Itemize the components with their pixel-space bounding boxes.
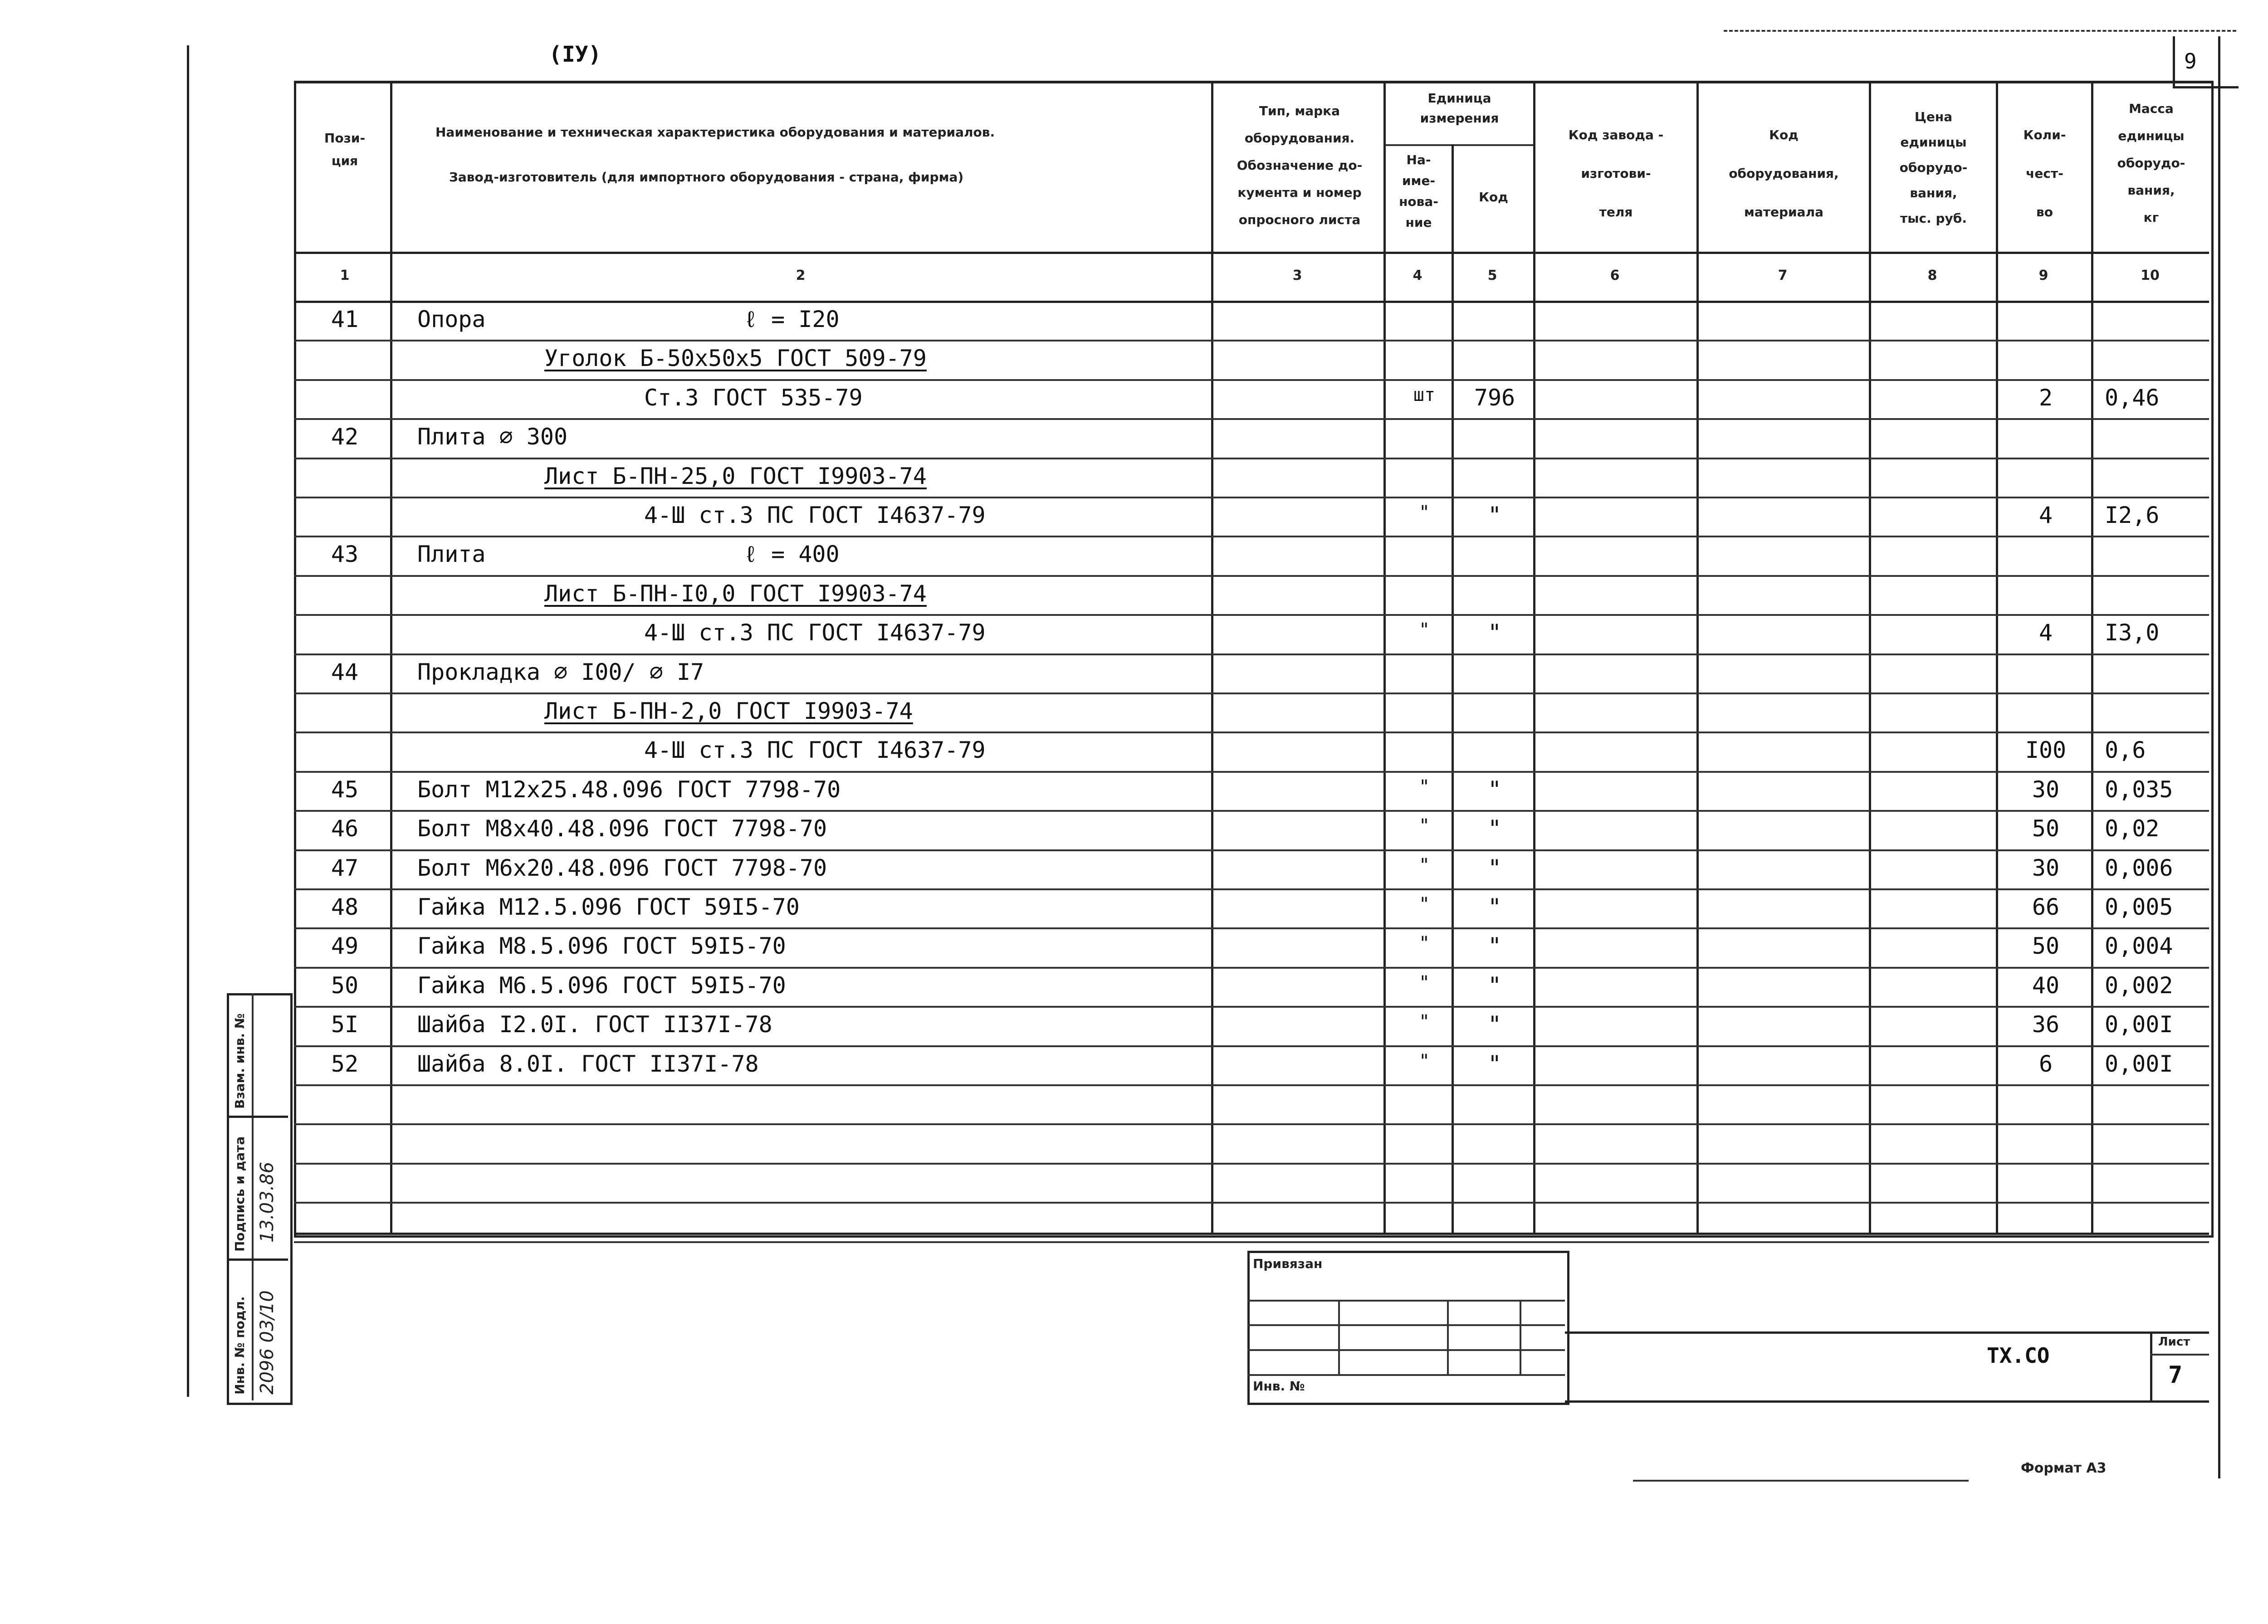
col-line-7 (1869, 81, 1871, 1233)
row-line (294, 849, 2209, 851)
col-number-9: 9 (2038, 268, 2048, 283)
row-quantity: 4 (2038, 619, 2053, 646)
row-name: Лист Б-ПН-I0,0 ГОСТ I9903-74 (544, 580, 927, 607)
row-position: 44 (331, 658, 359, 685)
attached-line-4 (1247, 1374, 1565, 1376)
row-name: Плита (417, 541, 486, 568)
header-c2-line1: Наименование и техническая характеристика оборудования и материалов. (435, 125, 995, 140)
col-line-8 (1996, 81, 1998, 1233)
row-position: 45 (331, 776, 359, 803)
doc-code-line (1565, 1331, 2209, 1334)
row-unit-code: " (1487, 894, 1502, 920)
format-label: Формат А3 (2021, 1460, 2107, 1476)
row-mass: 0,004 (2105, 933, 2173, 960)
row-position: 47 (331, 854, 359, 881)
row-line (294, 967, 2209, 969)
row-unit-code: " (1487, 972, 1502, 999)
col-number-7: 7 (1778, 268, 1788, 283)
row-line (294, 536, 2209, 537)
row-unit: " (1418, 1011, 1430, 1033)
row-position: 41 (331, 306, 359, 332)
row-name: Шайба I2.0I. ГОСТ II37I-78 (417, 1011, 772, 1038)
row-unit-code: " (1487, 776, 1502, 803)
row-quantity: 2 (2038, 384, 2053, 411)
col-line-5 (1533, 81, 1535, 1233)
row-mass: 0,005 (2105, 894, 2173, 920)
row-mass: 0,00I (2105, 1050, 2173, 1077)
col-line-6 (1696, 81, 1699, 1233)
row-length: ℓ = 400 (744, 541, 840, 568)
side-stamp-divider (252, 993, 254, 1400)
side-inv-orig: Инв. № подл. (232, 1296, 247, 1395)
attached-vline-2 (1447, 1300, 1449, 1374)
page-bottom-line (1565, 1400, 2209, 1403)
doc-code: ТХ.СО (1987, 1343, 2050, 1368)
header-c8: Цена единицы оборудо- вания, тыс. руб. (1899, 109, 1968, 226)
header-c7: Код оборудования, материала (1729, 127, 1839, 219)
header-c3: Тип, марка оборудования. Обозначение до- кумента и номер опросного листа (1237, 103, 1363, 227)
table-bottom-line (294, 1233, 2209, 1235)
right-border (2218, 36, 2220, 1478)
row-mass: 0,006 (2105, 854, 2173, 881)
row-line (294, 1123, 2209, 1125)
row-quantity: 50 (2032, 815, 2060, 842)
col-number-1: 1 (340, 268, 350, 283)
attached-line-2 (1247, 1324, 1565, 1326)
row-name: Болт М6x20.48.096 ГОСТ 7798-70 (417, 854, 827, 881)
header-unit-group: Единица измерения (1420, 91, 1499, 126)
row-mass: 0,00I (2105, 1011, 2173, 1038)
section-mark: (IУ) (549, 42, 601, 67)
col-number-10: 10 (2141, 268, 2160, 283)
numbers-divider (294, 301, 2209, 303)
row-length: ℓ = I20 (744, 306, 840, 332)
row-line (294, 654, 2209, 655)
row-unit: " (1418, 502, 1430, 523)
row-name: Уголок Б-50x50x5 ГОСТ 509-79 (544, 345, 927, 372)
row-line (294, 1241, 2209, 1243)
row-line (294, 379, 2209, 381)
sheet-number-top: 9 (2184, 49, 2197, 73)
row-unit-code: " (1487, 619, 1502, 646)
row-name: Плита ∅ 300 (417, 424, 568, 450)
row-line (294, 1163, 2209, 1165)
row-quantity: 4 (2038, 502, 2053, 528)
row-name: Лист Б-ПН-25,0 ГОСТ I9903-74 (544, 463, 927, 489)
row-quantity: 66 (2032, 894, 2060, 920)
row-unit-code: " (1487, 1011, 1502, 1038)
row-unit: " (1418, 933, 1430, 954)
attached-vline-1 (1338, 1300, 1340, 1374)
row-position: 5I (331, 1011, 359, 1038)
row-mass: I3,0 (2105, 619, 2160, 646)
col-number-5: 5 (1487, 268, 1497, 283)
attached-label: Привязан (1253, 1256, 1323, 1271)
row-line (294, 1084, 2209, 1086)
row-position: 48 (331, 894, 359, 920)
side-stamp-line-2 (227, 1258, 288, 1261)
row-mass: 0,46 (2105, 384, 2160, 411)
row-mass: 0,02 (2105, 815, 2160, 842)
col-line-9 (2091, 81, 2093, 1233)
row-position: 52 (331, 1050, 359, 1077)
row-line (294, 1202, 2209, 1204)
row-line (294, 497, 2209, 498)
row-quantity: 6 (2038, 1050, 2053, 1077)
col-line-3 (1383, 81, 1386, 1233)
header-c4: На- име- нова- ние (1399, 152, 1438, 230)
row-line (294, 418, 2209, 420)
row-line (294, 732, 2209, 733)
col-number-6: 6 (1610, 268, 1620, 283)
row-line (294, 888, 2209, 890)
row-position: 49 (331, 933, 359, 960)
row-line (294, 693, 2209, 694)
row-quantity: 50 (2032, 933, 2060, 960)
row-quantity: 40 (2032, 972, 2060, 999)
row-mass: I2,6 (2105, 502, 2160, 528)
sheet-label: Лист (2158, 1335, 2190, 1349)
side-date-value: 13.03.86 (257, 1161, 278, 1243)
row-name: Шайба 8.0I. ГОСТ II37I-78 (417, 1050, 759, 1077)
col-number-8: 8 (1927, 268, 1937, 283)
row-mass: 0,035 (2105, 776, 2173, 803)
row-line (294, 810, 2209, 812)
col-line-1 (390, 81, 392, 1233)
top-dashed-line (1724, 30, 2236, 32)
row-unit-code: " (1487, 502, 1502, 528)
row-name: 4-Ш ст.3 ПС ГОСТ I4637-79 (644, 619, 986, 646)
header-c10: Масса единицы оборудо- вания, кг (2117, 101, 2185, 225)
row-line (294, 575, 2209, 577)
row-name: Прокладка ∅ I00/ ∅ I7 (417, 658, 704, 685)
row-name: 4-Ш ст.3 ПС ГОСТ I4637-79 (644, 737, 986, 764)
col-line-2 (1211, 81, 1213, 1233)
side-sign-date: Подпись и дата (232, 1136, 247, 1252)
row-unit: " (1418, 854, 1430, 876)
row-unit-code: " (1487, 854, 1502, 881)
row-quantity: 30 (2032, 776, 2060, 803)
row-line (294, 614, 2209, 616)
row-line (294, 458, 2209, 459)
row-name: Гайка М6.5.096 ГОСТ 59I5-70 (417, 972, 786, 999)
row-unit-code: 796 (1474, 384, 1515, 411)
inv-label: Инв. № (1253, 1379, 1305, 1394)
row-line (294, 1006, 2209, 1008)
row-quantity: I00 (2025, 737, 2067, 764)
header-c9: Коли- чест- во (2023, 127, 2066, 219)
row-name: Гайка М12.5.096 ГОСТ 59I5-70 (417, 894, 800, 920)
side-stamp-line-1 (227, 1116, 288, 1118)
row-position: 50 (331, 972, 359, 999)
col-number-3: 3 (1292, 268, 1302, 283)
sheet-box-line (2150, 1354, 2209, 1356)
attached-line-3 (1247, 1349, 1565, 1351)
row-line (294, 1045, 2209, 1047)
row-position: 46 (331, 815, 359, 842)
row-quantity: 30 (2032, 854, 2060, 881)
side-inv-swap: Взам. инв. № (232, 1013, 247, 1109)
row-name: Опора (417, 306, 486, 332)
row-name: Болт М12x25.48.096 ГОСТ 7798-70 (417, 776, 841, 803)
row-unit-code: " (1487, 933, 1502, 960)
row-quantity: 36 (2032, 1011, 2060, 1038)
row-name: Лист Б-ПН-2,0 ГОСТ I9903-74 (544, 698, 913, 724)
row-unit-code: " (1487, 815, 1502, 842)
row-line (294, 771, 2209, 773)
row-position: 42 (331, 424, 359, 450)
row-unit: " (1418, 972, 1430, 993)
attached-vline-3 (1520, 1300, 1521, 1374)
row-line (294, 927, 2209, 929)
row-position: 43 (331, 541, 359, 568)
header-c5: Код (1479, 190, 1508, 205)
row-unit: " (1418, 619, 1430, 641)
header-c2-line2: Завод-изготовитель (для импортного оборудования - страна, фирма) (449, 170, 964, 185)
row-unit: " (1418, 1050, 1430, 1072)
left-margin-line (187, 45, 189, 1397)
row-name: Ст.3 ГОСТ 535-79 (644, 384, 863, 411)
row-unit: " (1418, 815, 1430, 837)
row-name: Болт М8x40.48.096 ГОСТ 7798-70 (417, 815, 827, 842)
attached-line-1 (1247, 1300, 1565, 1302)
format-line (1633, 1480, 1969, 1482)
col-line-4 (1452, 144, 1454, 1233)
row-mass: 0,6 (2105, 737, 2146, 764)
col-number-4: 4 (1413, 268, 1422, 283)
row-mass: 0,002 (2105, 972, 2173, 999)
row-name: 4-Ш ст.3 ПС ГОСТ I4637-79 (644, 502, 986, 528)
header-c1: Пози- ция (324, 131, 366, 168)
row-name: Гайка М8.5.096 ГОСТ 59I5-70 (417, 933, 786, 960)
row-unit-code: " (1487, 1050, 1502, 1077)
side-inv-value: 2096 03/10 (257, 1290, 278, 1395)
row-line (294, 340, 2209, 341)
header-c6: Код завода - изготови- теля (1568, 127, 1664, 219)
col-number-2: 2 (796, 268, 806, 283)
header-divider (294, 252, 2209, 254)
row-unit: шт (1413, 384, 1436, 405)
sheet-number: 7 (2168, 1361, 2183, 1389)
row-unit: " (1418, 894, 1430, 915)
row-unit: " (1418, 776, 1430, 797)
unit-subheader-line (1383, 144, 1533, 146)
